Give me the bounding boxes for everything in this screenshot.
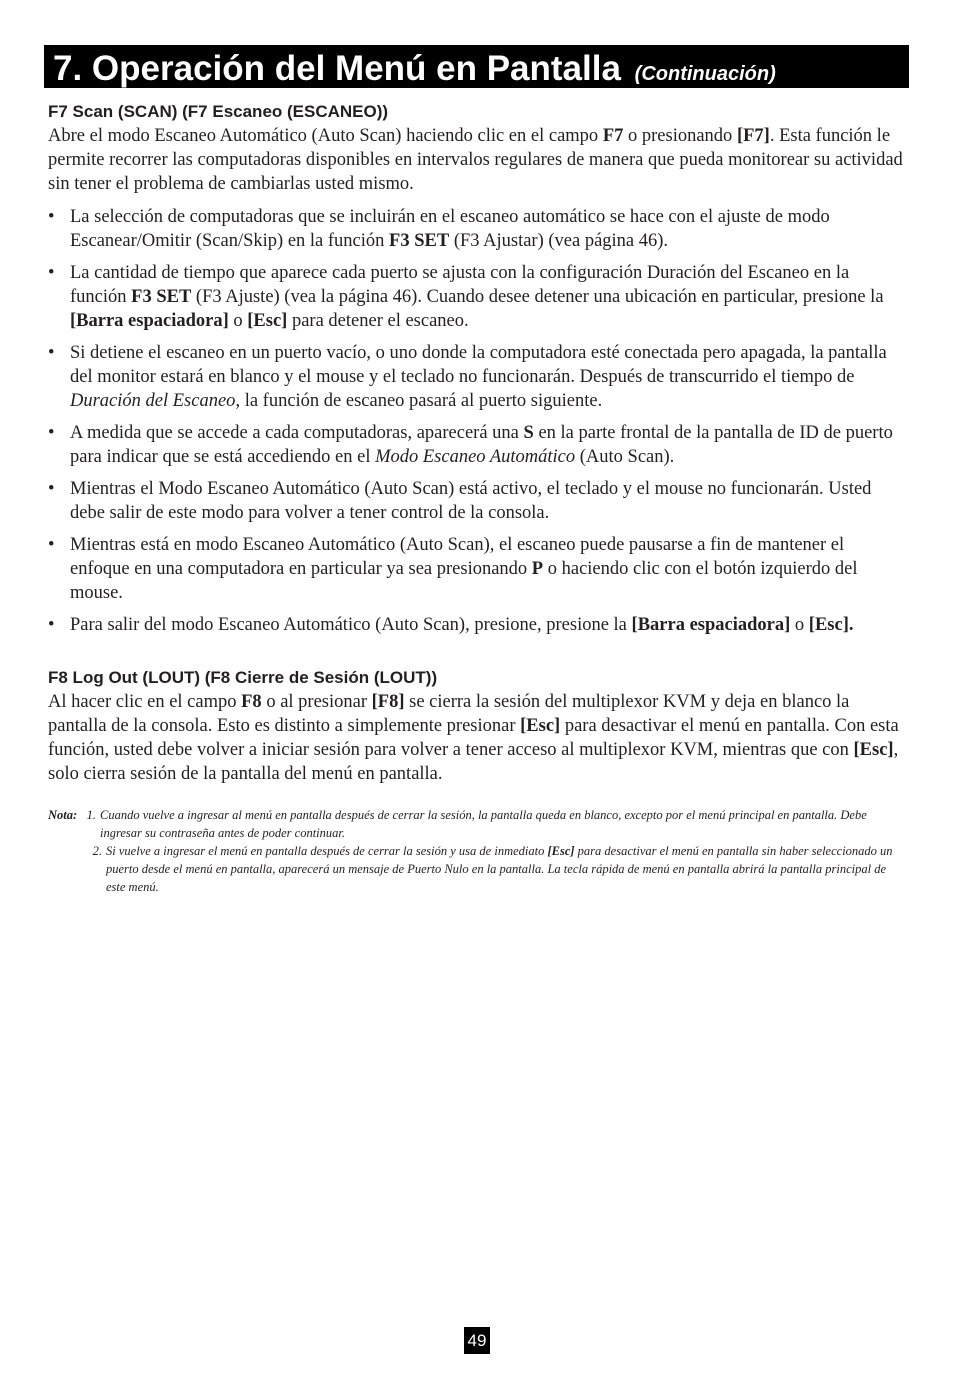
text-run: Para salir del modo Escaneo Automático (Auto Scan), presione, presione la <box>70 615 632 635</box>
text-run: (Auto Scan). <box>575 447 675 467</box>
page-title: 7. Operación del Menú en Pantalla <box>53 49 621 88</box>
text-run: Abre el modo Escaneo Automático (Auto Scan) haciendo clic en el campo <box>48 126 603 146</box>
text-run: Mientras está en modo Escaneo Automático (Auto Scan), el escaneo puede pausarse a fin de mantener el enfoque en una computadora en particular ya sea presionando <box>70 535 845 579</box>
key-text: F7 <box>602 126 624 146</box>
text-run: se cierra la sesión del multiplexor KVM y deja en blanco la pantalla de la consola. Esto es distinto a simplemente presionar <box>48 692 850 736</box>
f7-bullet-list <box>48 205 908 637</box>
list-item <box>48 533 908 605</box>
f7-intro-paragraph <box>48 124 908 196</box>
note-item <box>80 842 908 896</box>
f8-body-paragraph <box>48 690 908 786</box>
list-item <box>48 477 908 525</box>
key-text: [Esc] <box>247 311 288 331</box>
page-title-bar <box>44 45 909 88</box>
list-item <box>48 261 908 333</box>
key-text: F3 SET <box>131 287 192 307</box>
note-item <box>48 806 908 842</box>
section-heading-f8: F8 Log Out (LOUT) (F8 Cierre de Sesión (LOUT)) <box>48 668 438 687</box>
section-heading-f7: F7 Scan (SCAN) (F7 Escaneo (ESCANEO)) <box>48 102 389 121</box>
key-text: [F8] <box>371 692 405 712</box>
notes-block <box>48 806 908 896</box>
bullet-icon: • <box>48 343 55 363</box>
text-run: . Esta función le permite recorrer las computadoras disponibles en intervalos regulares de manera que pueda monitorear su actividad sin tener el problema de cambiarlas usted mismo. <box>48 126 903 194</box>
key-text: [Barra espaciadora] <box>70 311 229 331</box>
note-number: 2. <box>92 844 102 858</box>
bullet-icon: • <box>48 423 55 443</box>
note-text: Cuando vuelve a ingresar al menú en pantalla después de cerrar la sesión, la pantalla queda en blanco, excepto por el menú principal en pantalla. Debe ingresar su contraseña antes de poder continuar. <box>100 808 867 840</box>
key-text: S <box>523 423 534 443</box>
text-run: Al hacer clic en el campo <box>48 692 242 712</box>
text-run: (F3 Ajuste) (vea la página 46). Cuando desee detener una ubicación en particular, presione la <box>191 287 884 307</box>
text-run: Si vuelve a ingresar el menú en pantalla después de cerrar la sesión y usa de inmediato <box>106 844 548 858</box>
text-run: para detener el escaneo. <box>287 311 469 331</box>
text-run: A medida que se accede a cada computadoras, aparecerá una <box>70 423 524 443</box>
bullet-icon: • <box>48 263 55 283</box>
text-run: , solo cierra sesión de la pantalla del menú en pantalla. <box>48 740 899 784</box>
key-text: [Esc] <box>520 716 561 736</box>
emphasis-text: Duración del Escaneo <box>70 391 236 411</box>
text-run: Si detiene el escaneo en un puerto vacío, o uno donde la computadora esté conectada pero apagada, la pantalla del monitor estará en blanco y el mouse y el teclado no funcionarán. Después de transcurrido el tiempo de <box>70 343 887 387</box>
note-label: Nota: <box>48 808 78 822</box>
note-text <box>102 842 908 896</box>
bullet-icon: • <box>48 479 55 499</box>
main-content <box>48 100 908 896</box>
list-item <box>48 205 908 253</box>
key-text: [Esc] <box>547 844 575 858</box>
list-item <box>48 421 908 469</box>
note-number: 1. <box>86 808 96 822</box>
text-run: o al presionar <box>261 692 372 712</box>
text-run: , la función de escaneo pasará al puerto siguiente. <box>235 391 603 411</box>
key-text: [Barra espaciadora] <box>631 615 791 635</box>
text-run: o presionando <box>623 126 737 146</box>
text-run: (F3 Ajustar) (vea página 46). <box>449 231 669 251</box>
page-number: 49 <box>464 1327 490 1354</box>
bullet-icon: • <box>48 615 55 635</box>
text-run: para desactivar el menú en pantalla. Con esta función, usted debe volver a iniciar sesión para volver a tener acceso al multiplexor KVM, mientras que con <box>48 716 899 760</box>
text-run: La cantidad de tiempo que aparece cada puerto se ajusta con la configuración Duración del Escaneo en la función <box>70 263 850 307</box>
key-text: P <box>531 559 544 579</box>
key-text: F3 SET <box>389 231 450 251</box>
emphasis-text: Modo Escaneo Automático <box>375 447 576 467</box>
key-text: [Esc]. <box>808 615 854 635</box>
text-run: o haciendo clic con el botón izquierdo del mouse. <box>70 559 858 603</box>
key-text: [F7] <box>736 126 770 146</box>
text-run: Mientras el Modo Escaneo Automático (Auto Scan) está activo, el teclado y el mouse no funcionarán. Usted debe salir de este modo para volver a tener control de la consola. <box>70 479 872 523</box>
text-run: La selección de computadoras que se incluirán en el escaneo automático se hace con el ajuste de modo Escanear/Omitir (Scan/Skip) en la función <box>70 207 830 251</box>
bullet-icon: • <box>48 535 55 555</box>
section-spacer <box>48 645 908 666</box>
text-run: o <box>790 615 809 635</box>
key-text: F8 <box>241 692 262 712</box>
key-text: [Esc] <box>853 740 894 760</box>
text-run: para desactivar el menú en pantalla sin haber seleccionado un puerto desde el menú en pantalla, aparecerá un mensaje de Puerto Nulo en la pantalla. La tecla rápida de menú en pantalla abrirá la pantalla principal de este menú. <box>106 844 893 894</box>
text-run: en la parte frontal de la pantalla de ID de puerto para indicar que se está accediendo en el <box>70 423 893 467</box>
bullet-icon: • <box>48 207 55 227</box>
list-item <box>48 613 908 637</box>
page-subtitle: (Continuación) <box>634 63 776 85</box>
list-item <box>48 341 908 413</box>
text-run: o <box>228 311 248 331</box>
